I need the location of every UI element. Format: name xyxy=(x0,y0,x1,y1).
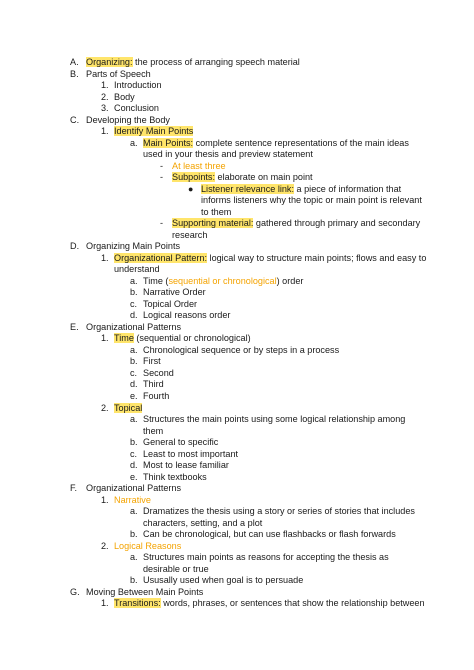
list-marker: a. xyxy=(130,138,138,148)
list-item xyxy=(114,403,142,415)
list-item: General to specific xyxy=(143,437,219,447)
dash-marker: - xyxy=(160,218,164,228)
list-item: Conclusion xyxy=(114,103,159,113)
highlighted-term: Main Points: xyxy=(143,138,194,148)
list-item xyxy=(114,253,426,265)
list-item: Chronological sequence or by steps in a process xyxy=(143,345,340,355)
list-marker: a. xyxy=(130,552,138,562)
list-item xyxy=(114,333,251,345)
list-marker: 1. xyxy=(101,80,109,90)
highlighted-term: Subpoints: xyxy=(172,172,215,182)
list-marker: a. xyxy=(130,345,138,355)
list-marker: 2. xyxy=(101,92,109,102)
list-item xyxy=(172,172,313,184)
list-marker: d. xyxy=(130,310,138,320)
outline-marker: A. xyxy=(70,57,79,67)
highlighted-term: Organizational Pattern: xyxy=(114,253,208,263)
list-item xyxy=(143,138,409,150)
highlighted-term: Transitions: xyxy=(114,598,161,608)
list-marker: b. xyxy=(130,287,138,297)
list-marker: b. xyxy=(130,529,138,539)
continuation-text: to them xyxy=(201,207,232,217)
outline-item-organizing xyxy=(86,57,300,69)
list-marker: e. xyxy=(130,391,138,401)
list-marker: a. xyxy=(130,276,138,286)
list-item: Least to most important xyxy=(143,449,239,459)
list-item xyxy=(201,184,401,196)
outline-marker: B. xyxy=(70,69,79,79)
list-item: Think textbooks xyxy=(143,472,207,482)
section-heading: Organizational Patterns xyxy=(86,483,182,493)
list-item: Second xyxy=(143,368,174,378)
list-item xyxy=(114,126,193,138)
list-marker: b. xyxy=(130,437,138,447)
list-marker: 2. xyxy=(101,541,109,551)
list-item: Most to lease familiar xyxy=(143,460,229,470)
list-item: Third xyxy=(143,379,164,389)
bullet-marker: ● xyxy=(188,184,194,194)
highlighted-term: Topical xyxy=(114,403,143,413)
list-item: Narrative xyxy=(114,495,151,505)
list-marker: c. xyxy=(130,368,138,378)
list-marker: c. xyxy=(130,299,138,309)
continuation-text: understand xyxy=(114,264,160,274)
definition-text: a piece of information that xyxy=(294,184,402,194)
list-item: Ususally used when goal is to persuade xyxy=(143,575,304,585)
list-marker: c. xyxy=(130,449,138,459)
definition-text: (sequential or chronological) xyxy=(133,333,251,343)
list-item: First xyxy=(143,356,161,366)
highlighted-term: Listener relevance link: xyxy=(201,184,295,194)
definition-text: the process of arranging speech material xyxy=(132,57,300,67)
list-item: Structures the main points using some logical relationship among xyxy=(143,414,406,424)
list-marker: 1. xyxy=(101,253,109,263)
definition-text: gathered through primary and secondary xyxy=(253,218,421,228)
list-marker: 1. xyxy=(101,126,109,136)
list-item: Body xyxy=(114,92,135,102)
section-heading: Organizational Patterns xyxy=(86,322,182,332)
definition-text: complete sentence representations of the main ideas xyxy=(193,138,409,148)
list-marker: e. xyxy=(130,472,138,482)
list-item xyxy=(114,598,425,610)
highlighted-term: Supporting material: xyxy=(172,218,254,228)
outline-marker: E. xyxy=(70,322,79,332)
outline-marker: G. xyxy=(70,587,80,597)
item-text: Time ( xyxy=(143,276,169,286)
continuation-text: used in your thesis and preview statement xyxy=(143,149,313,159)
definition-text: logical way to structure main points; flows and easy to xyxy=(207,253,427,263)
list-marker: 3. xyxy=(101,103,109,113)
list-marker: 1. xyxy=(101,333,109,343)
list-marker: b. xyxy=(130,575,138,585)
list-item: Logical Reasons xyxy=(114,541,182,551)
continuation-text: research xyxy=(172,230,208,240)
list-item: Can be chronological, but can use flashbacks or flash forwards xyxy=(143,529,396,539)
list-item: At least three xyxy=(172,161,226,171)
highlighted-term: Organizing: xyxy=(86,57,133,67)
section-heading: Organizing Main Points xyxy=(86,241,181,251)
section-heading: Developing the Body xyxy=(86,115,170,125)
list-marker: d. xyxy=(130,379,138,389)
list-marker: 1. xyxy=(101,598,109,608)
list-marker: a. xyxy=(130,414,138,424)
definition-text: elaborate on main point xyxy=(214,172,313,182)
list-item: Topical Order xyxy=(143,299,198,309)
highlighted-term: Time xyxy=(114,333,134,343)
item-text: ) order xyxy=(276,276,304,286)
list-item xyxy=(143,276,303,288)
continuation-text: characters, setting, and a plot xyxy=(143,518,263,528)
continuation-text: desirable or true xyxy=(143,564,209,574)
list-marker: a. xyxy=(130,506,138,516)
list-marker: 2. xyxy=(101,403,109,413)
dash-marker: - xyxy=(160,161,164,171)
definition-text: words, phrases, or sentences that show the relationship between xyxy=(160,598,425,608)
list-item: Narrative Order xyxy=(143,287,206,297)
outline-marker: D. xyxy=(70,241,80,251)
list-item: Introduction xyxy=(114,80,162,90)
section-heading: Moving Between Main Points xyxy=(86,587,204,597)
outline-marker: F. xyxy=(70,483,78,493)
highlighted-term: Identify Main Points xyxy=(114,126,194,136)
list-marker: d. xyxy=(130,460,138,470)
continuation-text: informs listeners why the topic or main point is relevant xyxy=(201,195,422,205)
list-item: Fourth xyxy=(143,391,170,401)
list-item xyxy=(172,218,420,230)
orange-text: sequential or chronological xyxy=(168,276,277,286)
list-marker: b. xyxy=(130,356,138,366)
list-item: Logical reasons order xyxy=(143,310,231,320)
dash-marker: - xyxy=(160,172,164,182)
list-marker: 1. xyxy=(101,495,109,505)
outline-marker: C. xyxy=(70,115,80,125)
section-heading: Parts of Speech xyxy=(86,69,151,79)
list-item: Structures main points as reasons for accepting the thesis as xyxy=(143,552,389,562)
continuation-text: them xyxy=(143,426,164,436)
list-item: Dramatizes the thesis using a story or series of stories that includes xyxy=(143,506,415,516)
